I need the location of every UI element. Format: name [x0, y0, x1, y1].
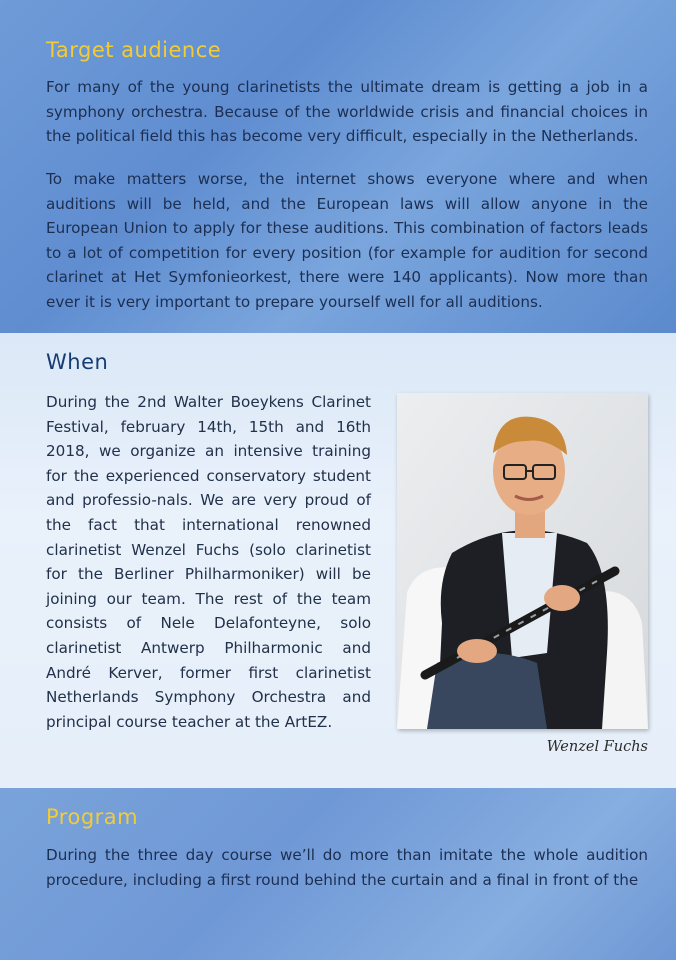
photo-caption: Wenzel Fuchs — [546, 739, 648, 755]
when-heading: When — [46, 350, 109, 374]
program-heading: Program — [46, 805, 139, 829]
target-audience-paragraph-2: To make matters worse, the internet shows everyone where and when auditions will be held, and the European laws will allow anyone in the European Union to apply for these auditions. This combination of factors leads to a lot of competition for every position (for example for audition for second clarinet at Het Symfonieorkest, there were 140 applicants). Now more than ever it is very important to prepare yourself well for all auditions. — [46, 170, 648, 311]
when-paragraph: During the 2nd Walter Boeykens Clarinet Festival, february 14th, 15th and 16th 2018, we organize an intensive training for the experienced conservatory student and professio-nals. We are very proud of the fact that international renowned clarinetist Wenzel Fuchs (solo clarinetist for the Berliner Philharmoniker) will be joining our team. The rest of the team consists of Nele Delafonteyne, solo clarinetist Antwerp Philharmonic and André Kerver, former first clarinetist Netherlands Symphony Orchestra and principal course teacher at the ArtEZ. — [46, 393, 371, 731]
program-paragraph: During the three day course we’ll do more than imitate the whole audition procedure, including a first round behind the curtain and a final in front of the — [46, 846, 648, 889]
program-section — [0, 788, 676, 960]
target-audience-paragraph-1: For many of the young clarinetists the ultimate dream is getting a job in a symphony orchestra. Because of the worldwide crisis and financial choices in the political field this has become very difficult, especially in the Netherlands. — [46, 78, 648, 146]
target-audience-heading: Target audience — [46, 38, 222, 62]
wenzel-fuchs-photo — [397, 393, 648, 729]
target-audience-section — [0, 0, 676, 333]
